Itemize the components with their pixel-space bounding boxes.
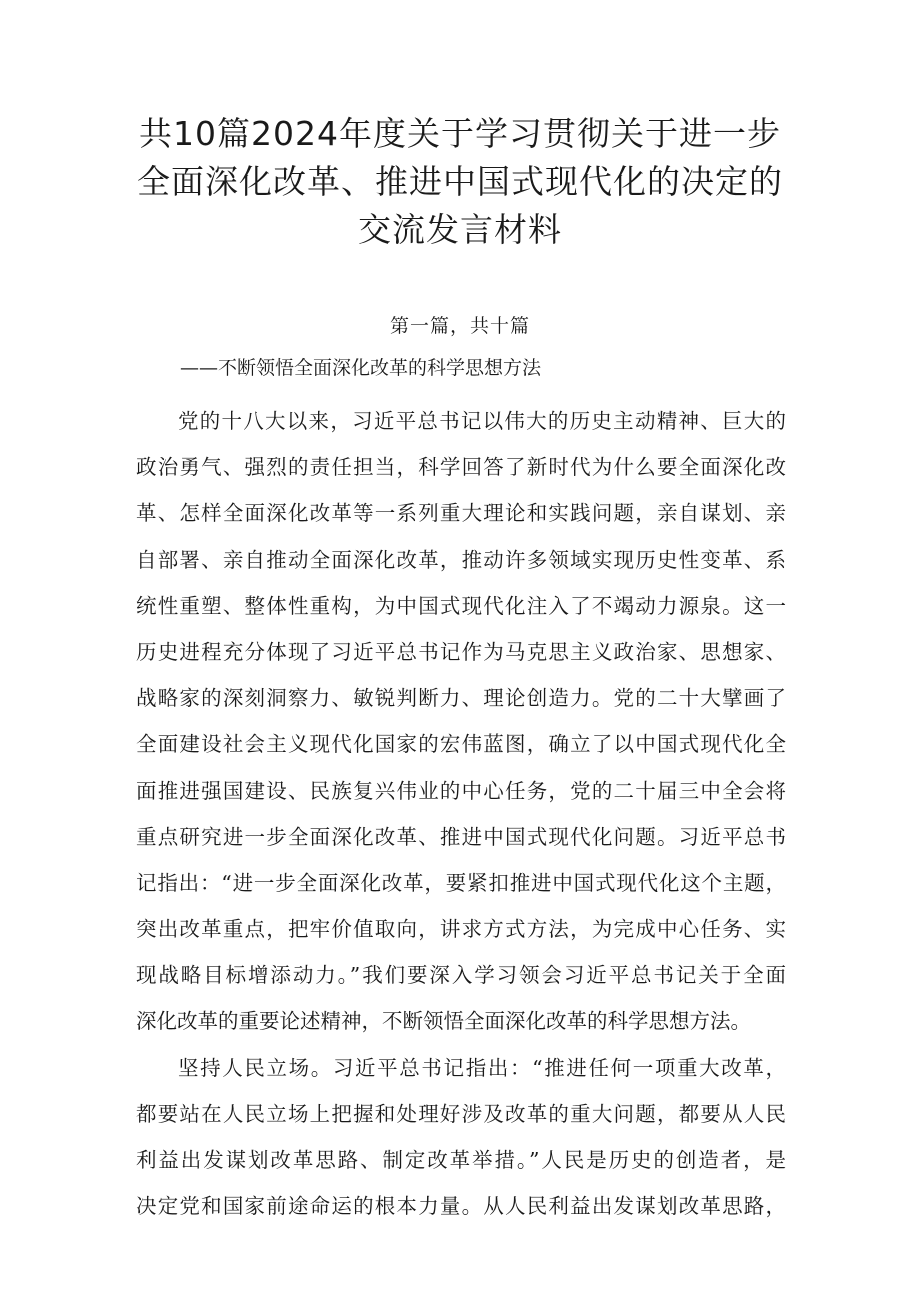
paragraph-line: 决定党和国家前途命运的根本力量。从人民利益出发谋划改革思路， bbox=[136, 1194, 786, 1219]
paragraph-line: 自部署、亲自推动全面深化改革，推动许多领域实现历史性变革、系 bbox=[136, 547, 786, 572]
paragraph-line: 深化改革的重要论述精神，不断领悟全面深化改革的科学思想方法。 bbox=[136, 1009, 751, 1034]
paragraph-line: 突出改革重点，把牢价值取向，讲求方式方法，为完成中心任务、实 bbox=[136, 917, 786, 942]
paragraph-line: 政治勇气、强烈的责任担当，科学回答了新时代为什么要全面深化改 bbox=[136, 455, 786, 480]
paragraph-line: 坚持人民立场。习近平总书记指出：“推进任何一项重大改革， bbox=[178, 1055, 786, 1080]
title-line-1: 共10篇2024年度关于学习贯彻关于进一步 bbox=[139, 114, 781, 153]
paragraph-line: 面推进强国建设、民族复兴伟业的中心任务，党的二十届三中全会将 bbox=[136, 778, 786, 803]
document-title bbox=[130, 110, 790, 254]
title-line-3: 交流发言材料 bbox=[358, 210, 562, 249]
paragraph-line: 革、怎样全面深化改革等一系列重大理论和实践问题，亲自谋划、亲 bbox=[136, 501, 786, 526]
article-body bbox=[136, 398, 786, 1229]
section-heading: 第一篇，共十篇 bbox=[389, 315, 530, 337]
paragraph-1 bbox=[136, 398, 786, 1045]
paragraph-line: 重点研究进一步全面深化改革、推进中国式现代化问题。习近平总书 bbox=[136, 824, 786, 849]
title-line-2: 全面深化改革、推进中国式现代化的决定的 bbox=[137, 162, 783, 201]
paragraph-line: 利益出发谋划改革思路、制定改革举措。”人民是历史的创造者，是 bbox=[136, 1148, 786, 1172]
paragraph-2 bbox=[136, 1045, 786, 1230]
paragraph-line: 都要站在人民立场上把握和处理好涉及改革的重大问题，都要从人民 bbox=[136, 1101, 786, 1126]
paragraph-line: 党的十八大以来，习近平总书记以伟大的历史主动精神、巨大的 bbox=[178, 409, 786, 433]
paragraph-line: 现战略目标增添动力。”我们要深入学习领会习近平总书记关于全面 bbox=[136, 963, 786, 988]
paragraph-line: 历史进程充分体现了习近平总书记作为马克思主义政治家、思想家、 bbox=[136, 639, 786, 664]
paragraph-line: 记指出：“进一步全面深化改革，要紧扣推进中国式现代化这个主题， bbox=[136, 870, 786, 895]
paragraph-line: 全面建设社会主义现代化国家的宏伟蓝图，确立了以中国式现代化全 bbox=[136, 732, 786, 757]
paragraph-line: 统性重塑、整体性重构，为中国式现代化注入了不竭动力源泉。这一 bbox=[136, 593, 786, 618]
paragraph-line: 战略家的深刻洞察力、敏锐判断力、理论创造力。党的二十大擘画了 bbox=[136, 686, 786, 711]
article-subtitle: ——不断领悟全面深化改革的科学思想方法 bbox=[180, 357, 542, 379]
